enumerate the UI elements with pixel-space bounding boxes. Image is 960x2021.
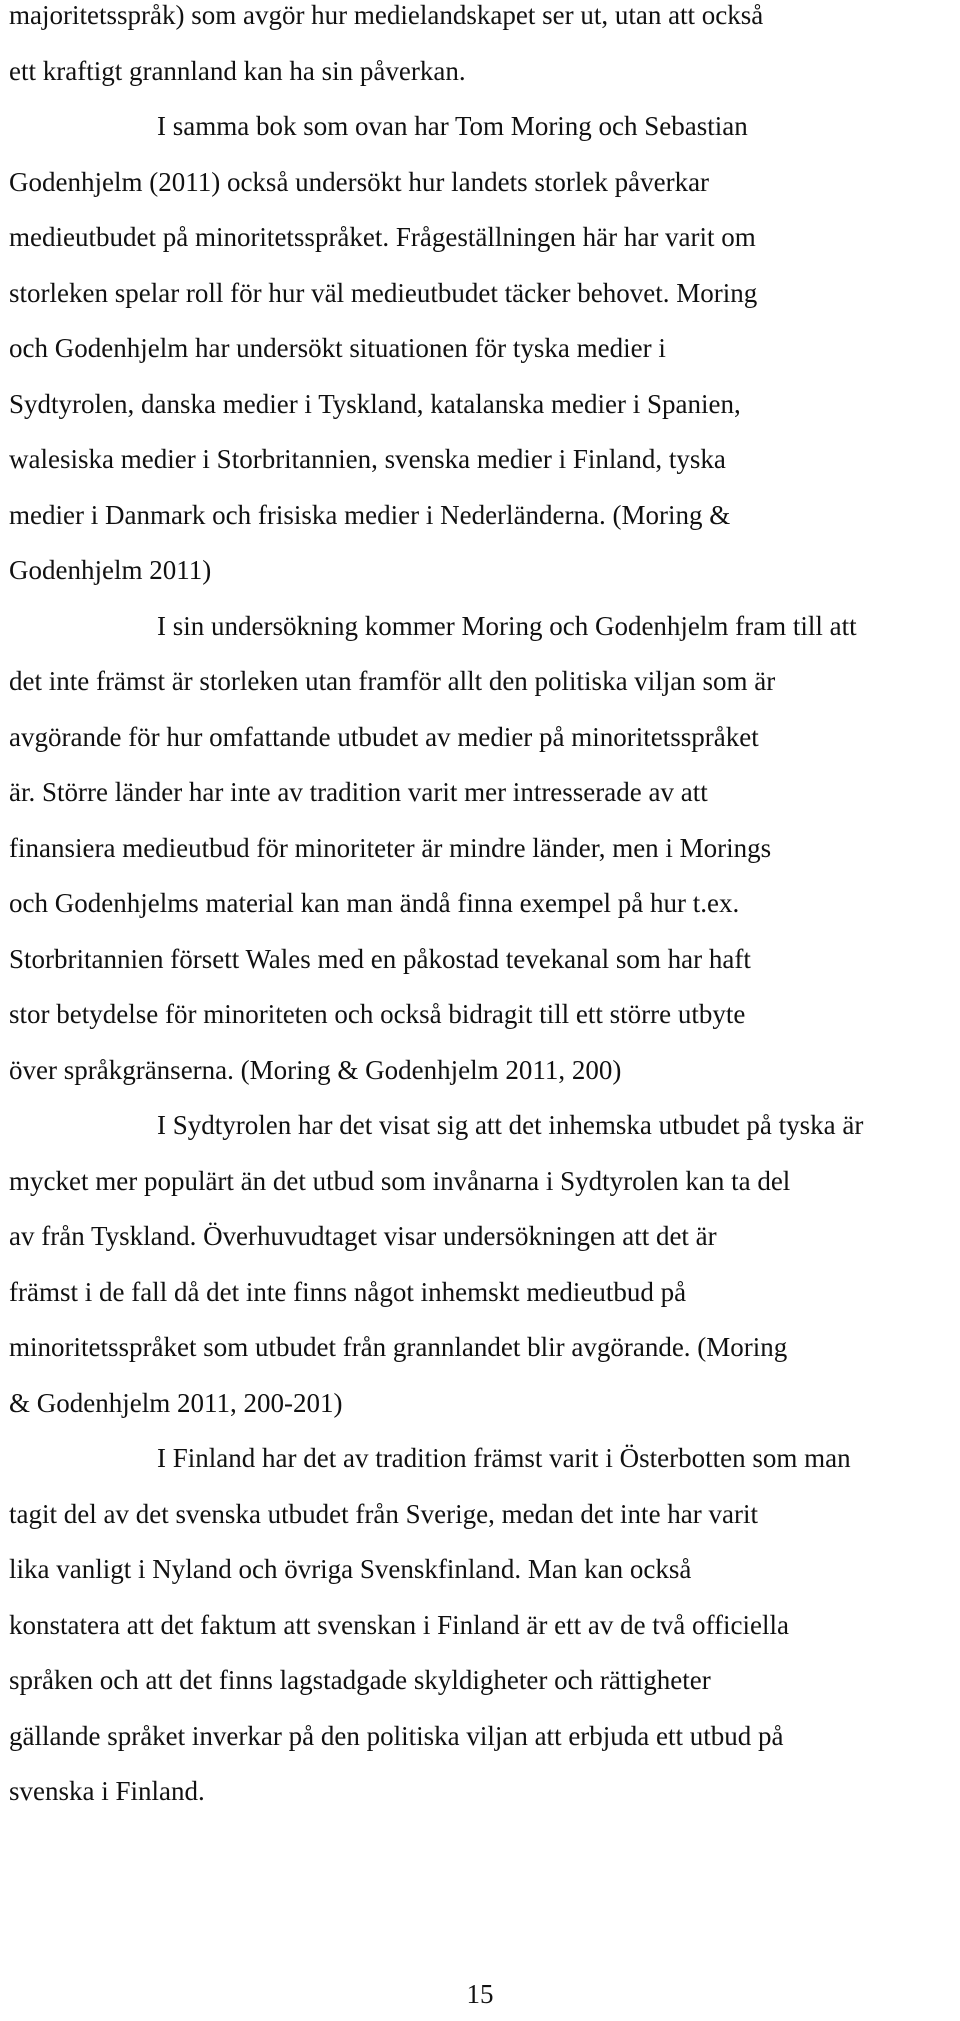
text-line: medier i Danmark och frisiska medier i Nederländerna. (Moring & <box>9 499 731 530</box>
text-line: språken och att det finns lagstadgade skyldigheter och rättigheter <box>9 1665 711 1695</box>
paragraph-1 <box>9 0 955 99</box>
text-line: och Godenhjelm har undersökt situationen för tyska medier i <box>9 333 666 363</box>
text-line: & Godenhjelm 2011, 200-201) <box>9 1387 343 1418</box>
text-line: I sin undersökning kommer Moring och Godenhjelm fram till att <box>157 610 857 641</box>
text-line: Sydtyrolen, danska medier i Tyskland, katalanska medier i Spanien, <box>9 388 741 419</box>
text-line: över språkgränserna. (Moring & Godenhjelm 2011, 200) <box>9 1054 622 1085</box>
text-line: lika vanligt i Nyland och övriga Svenskfinland. Man kan också <box>9 1554 692 1584</box>
text-line: minoritetsspråket som utbudet från grannlandet blir avgörande. (Moring <box>9 1332 788 1362</box>
text-line: svenska i Finland. <box>9 1776 205 1806</box>
text-line: av från Tyskland. Överhuvudtaget visar undersökningen att det är <box>9 1221 717 1251</box>
text-line: konstatera att det faktum att svenskan i Finland är ett av de två officiella <box>9 1609 789 1640</box>
text-line: majoritetsspråk) som avgör hur medielandskapet ser ut, utan att också <box>9 0 764 30</box>
paragraph-2 <box>9 99 955 599</box>
paragraph-4 <box>9 1098 955 1431</box>
text-line: stor betydelse för minoriteten och också bidragit till ett större utbyte <box>9 999 746 1029</box>
text-line: I Finland har det av tradition främst varit i Österbotten som man <box>157 1443 851 1473</box>
page-number: 15 <box>466 1979 494 2009</box>
text-line: finansiera medieutbud för minoriteter är mindre länder, men i Morings <box>9 832 772 863</box>
text-line: walesiska medier i Storbritannien, svenska medier i Finland, tyska <box>9 444 726 474</box>
text-line: gällande språket inverkar på den politiska viljan att erbjuda ett utbud på <box>9 1720 784 1751</box>
text-line: Storbritannien försett Wales med en påkostad tevekanal som har haft <box>9 943 751 974</box>
text-line: Godenhjelm 2011) <box>9 555 212 585</box>
text-line: I samma bok som ovan har Tom Moring och Sebastian <box>157 111 748 141</box>
text-line: främst i de fall då det inte finns något inhemskt medieutbud på <box>9 1276 687 1307</box>
body-text <box>9 0 955 1820</box>
text-line: är. Större länder har inte av tradition varit mer intresserade av att <box>9 777 708 807</box>
text-line: storleken spelar roll för hur väl medieutbudet täcker behovet. Moring <box>9 277 758 308</box>
text-line: och Godenhjelms material kan man ändå finna exempel på hur t.ex. <box>9 888 740 918</box>
text-line: I Sydtyrolen har det visat sig att det inhemska utbudet på tyska är <box>157 1110 864 1140</box>
paragraph-5 <box>9 1431 955 1820</box>
text-line: avgörande för hur omfattande utbudet av medier på minoritetsspråket <box>9 721 759 752</box>
paragraph-3 <box>9 599 955 1099</box>
text-line: det inte främst är storleken utan framför allt den politiska viljan som är <box>9 666 776 696</box>
text-line: Godenhjelm (2011) också undersökt hur landets storlek påverkar <box>9 166 710 197</box>
text-line: ett kraftigt grannland kan ha sin påverkan. <box>9 55 466 86</box>
text-line: mycket mer populärt än det utbud som invånarna i Sydtyrolen kan ta del <box>9 1165 791 1196</box>
text-line: medieutbudet på minoritetsspråket. Frågeställningen här har varit om <box>9 222 756 252</box>
text-line: tagit del av det svenska utbudet från Sverige, medan det inte har varit <box>9 1498 758 1529</box>
